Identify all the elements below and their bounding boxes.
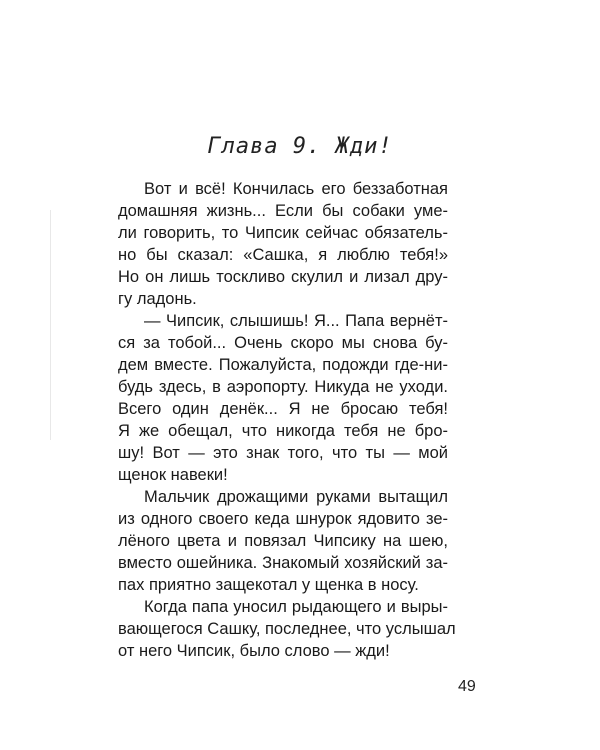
text-line: — Чипсик, слышишь! Я... Папа вернёт-	[144, 312, 448, 330]
text-line: ли говорить, то Чипсик сейчас обязатель-	[118, 224, 448, 242]
text-line: Всего один денёк... Я не бросаю тебя!	[118, 400, 448, 418]
text-line: вающегося Сашку, последнее, что услышал	[118, 620, 456, 638]
text-line: лёного цвета и повязал Чипсику на шею,	[118, 532, 448, 550]
text-line: пах приятно защекотал у щенка в носу.	[118, 576, 419, 594]
text-line: дем вместе. Пожалуйста, подожди где-ни-	[118, 356, 448, 374]
text-line: вместо ошейника. Знакомый хозяйский за-	[118, 554, 448, 572]
text-line: ся за тобой... Очень скоро мы снова бу-	[118, 334, 448, 352]
body-text	[118, 178, 456, 662]
text-line: Когда папа уносил рыдающего и выры-	[144, 598, 448, 616]
page-number: 49	[458, 678, 476, 695]
text-line: но бы сказал: «Сашка, я люблю тебя!»	[118, 246, 448, 264]
text-line: из одного своего кеда шнурок ядовито зе-	[118, 510, 448, 528]
chapter-title: Глава 9. Жди!	[207, 134, 393, 159]
text-line: Я же обещал, что никогда тебя не бро-	[118, 422, 448, 440]
text-line: Но он лишь тоскливо скулил и лизал дру-	[118, 268, 448, 286]
text-line: будь здесь, в аэропорту. Никуда не уходи.	[118, 378, 448, 396]
text-line: Вот и всё! Кончилась его беззаботная	[144, 180, 448, 198]
text-line: Мальчик дрожащими руками вытащил	[144, 488, 448, 506]
text-line: гу ладонь.	[118, 290, 197, 308]
text-line: от него Чипсик, было слово — жди!	[118, 642, 390, 660]
text-line: домашняя жизнь... Если бы собаки уме-	[118, 202, 448, 220]
text-line: щенок навеки!	[118, 466, 228, 484]
page-edge-divider	[50, 210, 51, 440]
text-line: шу! Вот — это знак того, что ты — мой	[118, 444, 448, 462]
